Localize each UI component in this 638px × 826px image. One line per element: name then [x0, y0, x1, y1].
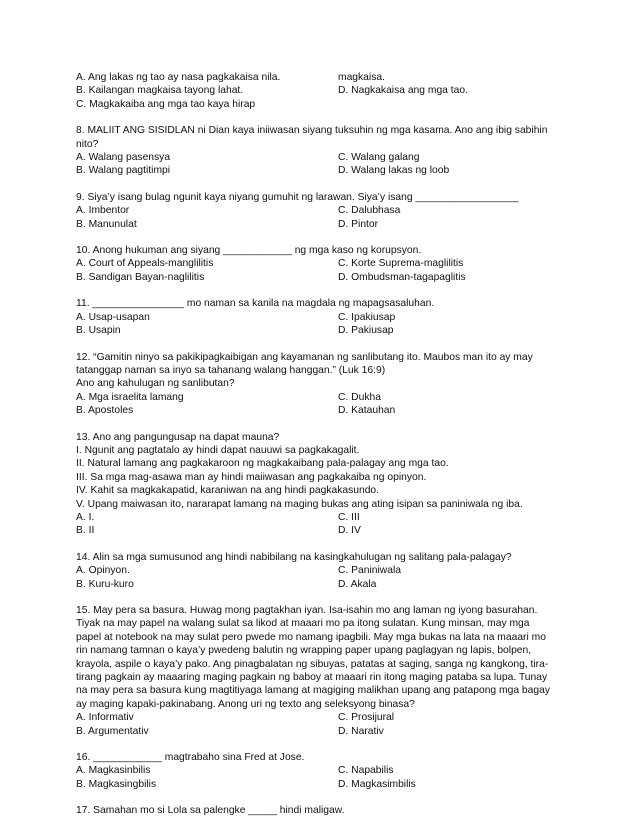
question-13-line: IV. Kahit sa magkakapatid, karaniwan na ang hindi pagkakasundo. — [76, 485, 380, 497]
question-15-line: tirang pagkain ay maaaring maging pagkain ng baboy at maaari rin itong maging pataba sa lupa. Tunay — [76, 672, 548, 684]
page-content — [76, 71, 566, 818]
question-17-line: 17. Samahan mo si Lola sa palengke _____ hindi maligaw. — [76, 805, 345, 817]
question-12-line: 12. “Gamitin ninyo sa pakikipagkaibigan ang kayamanan ng sanlibutang ito. Maubos man ito ay may — [76, 351, 533, 363]
choice-d: D. Pintor — [338, 218, 379, 230]
question-13-line: II. Natural lamang ang pagkakaroon ng magkakaibang pala-palagay ang mga tao. — [76, 458, 449, 470]
choice-a: A. Imbentor — [76, 205, 130, 217]
choice-b: B. Walang pagtitimpi — [76, 165, 171, 177]
choice-a: A. Opinyon. — [76, 565, 130, 577]
choice-b: B. Manunulat — [76, 218, 137, 230]
choice-b: B. Usapin — [76, 325, 121, 337]
question-15-line: rin namang tamnan o kaya’y pwedeng balutin ng wrapping paper upang paglagyan ng lapis, bolpen, — [76, 645, 532, 657]
choice-a: A. Mga israelita lamang — [76, 391, 184, 403]
question-13-line: V. Upang maiwasan ito, nararapat lamang na maging bukas ang ating isipan sa paniniwala ng iba. — [76, 498, 523, 510]
question-15 — [76, 604, 566, 738]
question-16 — [76, 751, 566, 791]
question-8-line: nito? — [76, 138, 99, 150]
question-12-line: tatanggap naman sa inyo sa tahanang walang hanggan.” (Luk 16:9) — [76, 364, 386, 376]
choice-a: A. Informativ — [76, 712, 134, 724]
choice-d: D. IV — [338, 525, 361, 537]
question-12-choices — [76, 391, 566, 418]
question-15-line: papel at notebook na may sulat pero pwede mo namang ipagbili. May mga bukas na lata na maaari mo — [76, 631, 546, 643]
question-16-line: 16. ____________ magtrabaho sina Fred at Jose. — [76, 752, 305, 764]
choice-c: C. Walang galang — [338, 152, 420, 164]
choice-c: C. Dalubhasa — [338, 205, 401, 217]
question-14-choices — [76, 564, 566, 591]
choice-b: B. Kuru-kuro — [76, 578, 134, 590]
question-13-choices — [76, 511, 566, 538]
question-13-line: 13. Ano ang pangungusap na dapat mauna? — [76, 431, 280, 443]
choice-d: D. Magkasimbilis — [338, 778, 416, 790]
question-9-choices — [76, 204, 566, 231]
question-14 — [76, 551, 566, 591]
choice-a: A. Ang lakas ng tao ay nasa pagkakaisa nila. — [76, 72, 281, 83]
choice-b: B. II — [76, 525, 95, 537]
choice-d: D. Pakiusap — [338, 325, 394, 337]
question-11 — [76, 297, 566, 337]
choice-c: C. Dukha — [338, 391, 381, 403]
choice-a: A. Court of Appeals-manglilitis — [76, 258, 214, 270]
question-12-line: Ano ang kahulugan ng sanlibutan? — [76, 378, 235, 390]
question-14-line: 14. Alin sa mga sumusunod ang hindi nabibilang na kasingkahulugan ng salitang pala-palagay? — [76, 551, 512, 563]
choices-top — [76, 71, 566, 98]
question-16-choices — [76, 764, 566, 791]
choice-d: D. Katauhan — [338, 405, 396, 417]
choice-c: C. Korte Suprema-maglilitis — [338, 258, 464, 270]
question-15-line: 15. May pera sa basura. Huwag mong pagtakhan iyan. Isa-isahin mo ang laman ng iyong basurahan. — [76, 605, 538, 616]
choice-b: B. Kailangan magkaisa tayong lahat. — [76, 85, 244, 97]
choice-c: C. Paniniwala — [338, 565, 401, 577]
choice-c: C. Prosijural — [338, 712, 395, 724]
question-13 — [76, 431, 566, 538]
choice-a: A. Usap-usapan — [76, 311, 150, 323]
question-11-choices — [76, 311, 566, 338]
question-13-line: III. Sa mga mag-asawa man ay hindi maiiwasan ang pagkakaiba ng opinyon. — [76, 471, 427, 483]
choice-c: C. Ipakiusap — [338, 311, 396, 323]
choice-b: B. Magkasingbilis — [76, 778, 157, 790]
question-9-line: 9. Siya’y isang bulag ngunit kaya niyang gumuhit ng larawan. Siya’y isang __________________ — [76, 191, 519, 203]
choice-c: C. III — [338, 511, 360, 523]
question-10-choices — [76, 257, 566, 284]
question-10 — [76, 244, 566, 284]
question-11-line: 11. ________________ mo naman sa kanila na magdala ng mapagsasaluhan. — [76, 298, 435, 310]
question-17 — [76, 804, 566, 817]
question-8-choices — [76, 151, 566, 178]
question-15-line: krayola, aspile o kaya’y pako. Ang pinagbalatan ng sibuyas, patatas at saging, sanga ng kangkong, tira- — [76, 658, 549, 670]
question-15-line: na may pera sa basura kung magtitiyaga lamang at magiging malikhan upang ang patapong mga bagay — [76, 685, 550, 697]
choice-d: D. Akala — [338, 578, 377, 590]
question-15-choices — [76, 711, 566, 738]
choice-b: B. Apostoles — [76, 405, 134, 417]
choice-a: A. I. — [76, 511, 95, 523]
question-8-line: 8. MALIIT ANG SISIDLAN ni Dian kaya iniiwasan siyang tuksuhin ng mga kasama. Ano ang ibig sabihin — [76, 125, 548, 137]
choice-d: D. Ombudsman-tagapaglitis — [338, 271, 466, 283]
choice-d: D. Narativ — [338, 725, 384, 737]
question-15-line: Tiyak na may papel na walang sulat sa likod at maaari mo pa itong sulatan. Kung minsan, may mga — [76, 618, 530, 630]
question-15-line: ay maging kapaki-pakinabang. Anong uri ng texto ang seleksyong binasa? — [76, 698, 415, 710]
choice-a: A. Walang pasensya — [76, 152, 171, 164]
choice-b: B. Argumentativ — [76, 725, 149, 737]
choice-d: D. Walang lakas ng loob — [338, 165, 450, 177]
choice-c: C. Napabilis — [338, 765, 394, 777]
choice-c-continued: magkaisa. — [338, 72, 385, 83]
question-8 — [76, 124, 566, 178]
question-12 — [76, 351, 566, 418]
choice-a: A. Magkasinbilis — [76, 765, 151, 777]
choice-d: D. Nagkakaisa ang mga tao. — [338, 85, 468, 97]
choice-c: C. Magkakaiba ang mga tao kaya hirap — [76, 98, 256, 110]
choice-b: B. Sandigan Bayan-naglilitis — [76, 271, 205, 283]
question-13-line: I. Ngunit ang pagtatalo ay hindi dapat nauuwi sa pagkakagalit. — [76, 444, 360, 456]
question-10-line: 10. Anong hukuman ang siyang ____________ ng mga kaso ng korupsyon. — [76, 245, 422, 257]
question-9 — [76, 191, 566, 231]
